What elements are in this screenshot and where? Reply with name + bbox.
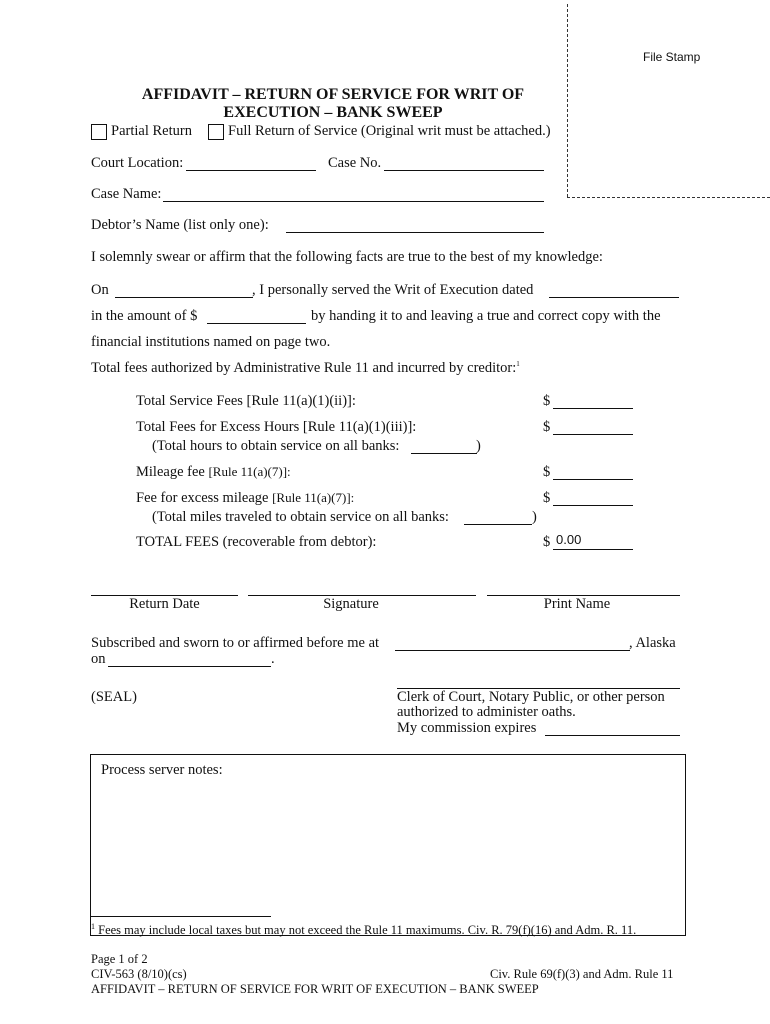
total-fees-field[interactable] <box>553 549 633 550</box>
served-text: , I personally served the Writ of Execution dated <box>252 282 534 298</box>
case-no-label: Case No. <box>328 155 382 171</box>
total-fees-dollar: $ <box>543 534 551 550</box>
service-fees-field[interactable] <box>553 408 633 409</box>
amount-field[interactable] <box>207 323 306 324</box>
mileage-fee-field[interactable] <box>553 479 633 480</box>
swear-statement: I solemnly swear or affirm that the following facts are true to the best of my knowledge: <box>91 249 603 265</box>
mileage-fee-label: Mileage fee [Rule 11(a)(7)]: <box>136 464 291 480</box>
case-name-label: Case Name: <box>91 186 162 202</box>
total-hours-field[interactable] <box>411 453 477 454</box>
alaska-text: , Alaska <box>629 635 676 651</box>
court-location-label: Court Location: <box>91 155 184 171</box>
total-miles-field[interactable] <box>464 524 532 525</box>
miles-note: (Total miles traveled to obtain service on all banks: <box>152 509 449 525</box>
sworn-location-field[interactable] <box>395 650 630 651</box>
court-location-field[interactable] <box>186 170 316 171</box>
form-title-line2: EXECUTION – BANK SWEEP <box>223 104 443 121</box>
form-number: CIV-563 (8/10)(cs) <box>91 967 187 981</box>
case-name-field[interactable] <box>163 201 544 202</box>
miles-close-paren: ) <box>532 509 537 525</box>
partial-return-checkbox[interactable] <box>91 124 107 140</box>
hours-close-paren: ) <box>476 438 481 454</box>
file-stamp-label: File Stamp <box>643 50 701 64</box>
debtor-name-label: Debtor’s Name (list only one): <box>91 217 269 233</box>
service-date-field[interactable] <box>115 297 253 298</box>
full-return-label: Full Return of Service (Original writ must be attached.) <box>228 123 551 139</box>
mileage-fee-dollar: $ <box>543 464 551 480</box>
full-return-checkbox[interactable] <box>208 124 224 140</box>
service-fees-label: Total Service Fees [Rule 11(a)(1)(ii)]: <box>136 393 356 409</box>
debtor-name-field[interactable] <box>286 232 544 233</box>
service-fees-dollar: $ <box>543 393 551 409</box>
case-no-field[interactable] <box>384 170 544 171</box>
excess-mileage-field[interactable] <box>553 505 633 506</box>
footnote-separator <box>91 916 271 917</box>
excess-mileage-label: Fee for excess mileage [Rule 11(a)(7)]: <box>136 490 355 506</box>
form-title-line1: AFFIDAVIT – RETURN OF SERVICE FOR WRIT OF <box>141 86 525 103</box>
file-stamp-border-horizontal <box>567 197 770 198</box>
footnote-marker: 1 <box>516 360 520 369</box>
process-server-notes-box[interactable] <box>90 754 686 936</box>
excess-hours-field[interactable] <box>553 434 633 435</box>
on-label-2: on <box>91 651 106 667</box>
footer-title: AFFIDAVIT – RETURN OF SERVICE FOR WRIT OF EXECUTION – BANK SWEEP <box>91 982 539 996</box>
amount-label: in the amount of $ <box>91 308 198 324</box>
seal-label: (SEAL) <box>91 689 137 705</box>
page-number: Page 1 of 2 <box>91 952 148 966</box>
clerk-line1: Clerk of Court, Notary Public, or other person <box>397 689 665 705</box>
process-server-notes-label: Process server notes: <box>101 762 223 778</box>
total-fees-intro: Total fees authorized by Administrative Rule 11 and incurred by creditor:$^1$ <box>91 360 520 376</box>
footnote: $^1$ Fees may include local taxes but may not exceed the Rule 11 maximums. Civ. R. 79(f)(16) and Adm. R. 11. <box>91 922 637 938</box>
excess-hours-dollar: $ <box>543 419 551 435</box>
partial-return-label: Partial Return <box>111 123 192 139</box>
total-fees-value[interactable]: 0.00 <box>556 532 582 547</box>
sworn-date-field[interactable] <box>108 666 271 667</box>
rule-citations: Civ. Rule 69(f)(3) and Adm. Rule 11 <box>490 967 674 981</box>
commission-label: My commission expires <box>397 720 537 736</box>
on-label: On <box>91 282 109 298</box>
handing-text: by handing it to and leaving a true and correct copy with the <box>311 308 661 324</box>
return-date-label: Return Date <box>129 596 200 612</box>
subscribed-text: Subscribed and sworn to or affirmed before me at <box>91 635 380 651</box>
signature-label: Signature <box>323 596 379 612</box>
print-name-label: Print Name <box>543 596 611 612</box>
financial-institutions-text: financial institutions named on page two. <box>91 334 331 350</box>
writ-date-field[interactable] <box>549 297 679 298</box>
total-fees-label: TOTAL FEES (recoverable from debtor): <box>136 534 377 550</box>
clerk-line2: authorized to administer oaths. <box>397 704 576 720</box>
excess-mileage-dollar: $ <box>543 490 551 506</box>
excess-hours-label: Total Fees for Excess Hours [Rule 11(a)(1)(iii)]: <box>136 419 417 435</box>
period: . <box>271 651 275 667</box>
commission-expires-field[interactable] <box>545 735 680 736</box>
hours-note: (Total hours to obtain service on all banks: <box>152 438 400 454</box>
